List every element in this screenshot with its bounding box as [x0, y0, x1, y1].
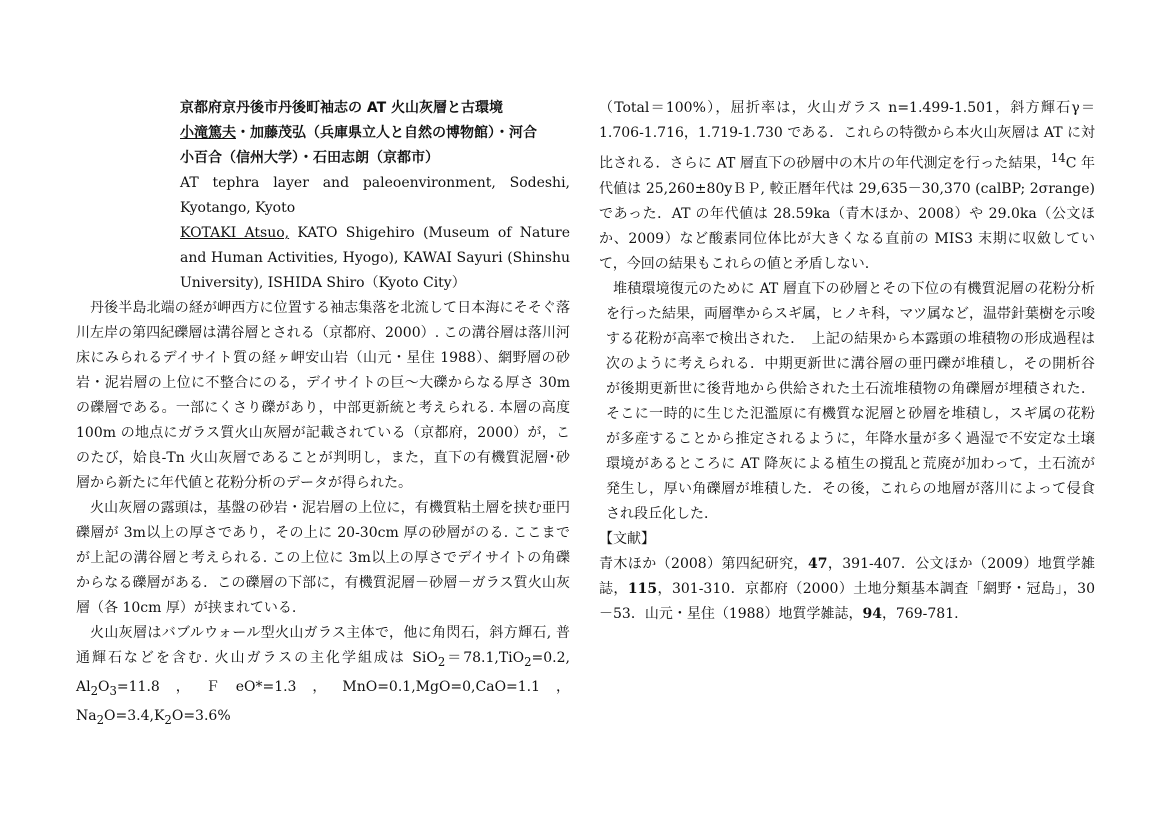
text-span: ，769-781. [881, 605, 959, 622]
text-span: =11.8，ＦeO*=1.3，MnO=0.1,MgO=0,CaO=1.1，Na [76, 678, 570, 724]
authors-jp [180, 121, 570, 171]
coauthors-jp-line2: 小百合（信州大学）・石田志朗（京都市） [180, 150, 439, 166]
subscript: 2 [524, 654, 532, 669]
text-span: 火山灰層はバブルウォール型火山ガラス主体で，他に角閃石，斜方輝石, 普通輝石などを含む. 火山ガラスの主化学組成は SiO [76, 625, 570, 666]
subscript: 3 [109, 683, 117, 698]
subscript: 2 [90, 683, 99, 698]
subscript: 2 [437, 654, 446, 669]
text-span: 青木ほか（2008）第四紀研究， [599, 555, 808, 572]
volume-number: 47 [807, 555, 828, 572]
references-heading: 【文献】 [599, 530, 655, 547]
paragraph-2: 火山灰層の露頭は，基盤の砂岩・泥岩層の上位に，有機質粘土層を挟む亜円礫層が 3m以上の厚さであり，その上に 20-30cm 厚の砂層がのる. ここまでが上記の溝谷層と考えられる. この上位に 3m以上の厚さでデイサイトの角礫からなる礫層がある．この礫層の下部に，有機質泥層－砂層－ガラス質火山灰層（各 10cm 厚）が挟まれている. [76, 500, 570, 616]
authors-en [180, 221, 570, 296]
text-span: O [98, 678, 110, 695]
presenting-author-en: KOTAKI Atsuo, [180, 225, 290, 241]
volume-number: 94 [862, 605, 882, 622]
presenting-author-jp: 小滝篤夫 [180, 125, 236, 141]
text-span: =0.2, Al [76, 650, 570, 695]
paragraph-4 [599, 96, 1095, 277]
paper-title-jp: 京都府京丹後市丹後町袖志の AT 火山灰層と古環境 [180, 100, 504, 116]
right-column [599, 96, 1095, 627]
text-span: O=3.6% [171, 707, 231, 724]
left-column [76, 96, 570, 732]
text-span: ＝78.1,TiO [445, 650, 525, 666]
references-list [599, 552, 1095, 627]
volume-number: 115 [627, 580, 658, 597]
paragraph-5: 堆積環境復元のために AT 層直下の砂層とその下位の有機質泥層の花粉分析を行った結果，両層準からスギ属，ヒノキ科，マツ属など，温帯針葉樹を示唆する花粉が高率で検出された． 上記の結果から本露頭の堆積物の形成過程は次のように考えられる．中期更新世に溝谷層の亜円礫が堆積し，その開析谷が後期更新世に後背地から供給された土石流堆積物の角礫層が埋積された．そこに一時的に生じた氾濫原に有機質な泥層と砂層を堆積し，スギ属の花粉が多産することから推定されるように，年降水量が多く過湿で不安定な土壌環境があるところに AT 降灰による植生の撹乱と荒廃が加わって，土石流が発生し，厚い角礫層が堆積した．その後，これらの地層が落川によって侵食され段丘化した． [606, 280, 1095, 522]
header-block [180, 96, 570, 296]
text-span: ，391-407．公文ほか（2009）地質学雑誌， [599, 555, 1095, 597]
paragraph-1: 丹後半島北端の経が岬西方に位置する袖志集落を北流して日本海にそそぐ落川左岸の第四紀礫層は溝谷層とされる（京都府、2000）. この溝谷層は落川河床にみられるデイサイト質の経ヶ岬安山岩（山元・星住 1988）、網野層の砂岩・泥岩層の上位に不整合にのる，デイサイトの巨〜大礫からなる厚さ 30m の礫層である。一部にくさり礫があり，中部更新統と考えられる. 本層の高度 100m の地点にガラス質火山灰層が記載されている（京都府，2000）が，このたび，姶良-Tn 火山灰層であることが判明し，また，直下の有機質泥層･砂層から新たに年代値と花粉分析のデータが得られた。 [76, 300, 570, 491]
text-span: （Total＝100%），屈折率は，火山ガラス n=1.499-1.501，斜方輝石γ＝1.706-1.716，1.719-1.730 である．これらの特徴から本火山灰層は AT に対比される．さらに AT 層直下の砂層中の木片の年代測定を行った結果， [599, 100, 1095, 172]
subscript: 2 [164, 712, 172, 727]
text-span: C 年代値は 25,260±80yＢＰ, 較正暦年代は 29,635－30,370 (calBP; 2σrange) であった．AT の年代値は 28.59ka（青木ほか、2008）や 29.0ka（公文ほか、2009）など酸素同位体比が大きくなる直前の MIS3 末期に収斂していて，今回の結果もこれらの値と矛盾しない. [599, 155, 1095, 272]
paragraph-3 [76, 621, 570, 732]
text-span: ，301-310．京都府（2000）土地分類基本調査「網野・冠島」，30－53．山元・星住（1988）地質学雑誌， [599, 580, 1095, 622]
text-span: O=3.4,K [104, 707, 165, 724]
subscript: 2 [96, 712, 105, 727]
paper-title-en: AT tephra layer and paleoenvironment, Sodeshi, Kyotango, Kyoto [180, 175, 570, 216]
coauthors-jp: ・加藤茂弘（兵庫県立人と自然の博物館）・河合 [236, 125, 537, 141]
superscript: 14 [1050, 151, 1066, 165]
coauthors-en: KATO Shigehiro (Museum of Nature and Human Activities, Hyogo), KAWAI Sayuri (Shinshu University), ISHIDA Shiro（Kyoto City） [180, 225, 570, 291]
